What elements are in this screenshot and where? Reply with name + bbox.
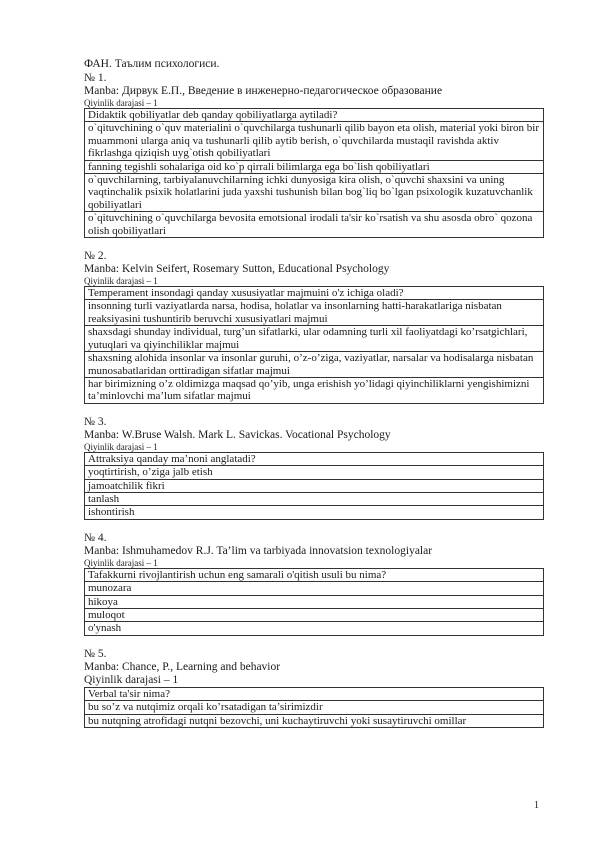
- question-table: [84, 108, 544, 238]
- answer-row: [85, 701, 544, 714]
- question-table: [84, 687, 544, 728]
- answer-text: jamoatchilik fikri: [85, 479, 544, 492]
- difficulty-level: Qiyinlik darajasi – 1: [84, 98, 158, 108]
- question-text: Tafakkurni rivojlantirish uchun eng samarali o'qitish usuli bu nima?: [85, 568, 544, 581]
- question-table: [84, 286, 544, 404]
- question-block-3: [84, 416, 544, 520]
- answer-row: [85, 714, 544, 727]
- difficulty-level: Qiyinlik darajasi – 1: [84, 441, 158, 452]
- answer-text: munozara: [85, 582, 544, 595]
- answer-row: [85, 352, 544, 378]
- answer-text: o`qituvchining o`quv materialini o`quvchilarga tushunarli qilib bayon eta olish, material yoki biron bir muammoni ularga aniq va tushunarli qilib aytib berish, o`quvchilarda mustaqil ravishda aktiv fikrlashga qiziqish uyg`otish qobiliyatlari: [85, 122, 544, 160]
- answer-row: [85, 506, 544, 519]
- question-row: [85, 452, 544, 465]
- question-number: № 4.: [84, 531, 107, 544]
- document-page: [84, 58, 544, 740]
- question-block-1: [84, 72, 544, 238]
- difficulty-level: Qiyinlik darajasi – 1: [84, 673, 179, 686]
- question-number: № 2.: [84, 250, 107, 263]
- answer-row: [85, 160, 544, 173]
- answer-text: fanning tegishli sohalariga oid ko`p qirrali bilimlarga ega bo`lish qobiliyatlari: [85, 160, 544, 173]
- answer-text: hikoya: [85, 595, 544, 608]
- page-number: 1: [534, 800, 539, 811]
- answer-text: o`quvchilarning, tarbiyalanuvchilarning ichki dunyosiga kira olish, o`quvchi shaxsini va uning vaqtinchalik psixik holatlarini juda yaxshi tushunish bilan bog`liq bo`lgan psixologik kuzatuvchanlik qobiliyatlari: [85, 174, 544, 212]
- answer-row: [85, 174, 544, 212]
- question-source: Manba: Дирвук Е.П., Введение в инженерно-педагогическое образование: [84, 85, 443, 97]
- question-table: [84, 568, 544, 636]
- question-source: Manba: Kelvin Seifert, Rosemary Sutton, Educational Psychology: [84, 263, 390, 276]
- answer-text: shaxsning alohida insonlar va insonlar guruhi, o’z-o’ziga, vaziyatlar, narsalar va hodisalarga nisbatan munosabatlaridan orttiradigan sifatlar majmui: [85, 352, 544, 378]
- question-row: [85, 109, 544, 122]
- answer-text: ishontirish: [85, 506, 544, 519]
- question-text: Temperament insondagi qanday xususiyatlar majmuini o'z ichiga oladi?: [85, 287, 544, 300]
- answer-row: [85, 377, 544, 403]
- answer-text: o`qituvchining o`quvchilarga bevosita emotsional irodali ta'sir ko`rsatish va shu asosda obro` qozona olish qobiliyatlari: [85, 212, 544, 238]
- answer-text: shaxsdagi shunday individual, turg’un sifatlarki, ular odamning turli xil faoliyatdagi ko’rsatgichlari, yutuqlari va qiyinchiliklar majmui: [85, 326, 544, 352]
- question-block-2: [84, 250, 544, 404]
- question-row: [85, 287, 544, 300]
- answer-text: insonning turli vaziyatlarda narsa, hodisa, holatlar va insonlarning hatti-harakatlariga nisbatan reaksiyasini tushuntirib beruvchi xususiyatlari majmui: [85, 300, 544, 326]
- question-text: Attraksiya qanday ma’noni anglatadi?: [85, 452, 544, 465]
- question-source: Manba: Ishmuhamedov R.J. Ta’lim va tarbiyada innovatsion texnologiyalar: [84, 544, 433, 557]
- answer-row: [85, 582, 544, 595]
- question-row: [85, 568, 544, 581]
- answer-text: har birimizning o’z oldimizga maqsad qo’yib, unga erishish yo’lidagi qiyinchiliklarni yengishimizni ta’minlovchi ma’lum sifatlar majmui: [85, 377, 544, 403]
- answer-text: bu nutqning atrofidagi nutqni bezovchi, uni kuchaytiruvchi yoki susaytiruvchi omillar: [85, 714, 544, 727]
- question-number: № 1.: [84, 72, 107, 84]
- answer-row: [85, 479, 544, 492]
- answer-row: [85, 492, 544, 505]
- answer-row: [85, 122, 544, 160]
- difficulty-level: Qiyinlik darajasi – 1: [84, 557, 158, 568]
- subject-title: ФАН. Таълим психологиси.: [84, 58, 220, 70]
- answer-row: [85, 300, 544, 326]
- question-source: Manba: Chance, P., Learning and behavior: [84, 660, 281, 673]
- question-table: [84, 452, 544, 520]
- difficulty-level: Qiyinlik darajasi – 1: [84, 276, 158, 287]
- answer-text: bu so’z va nutqimiz orqali ko’rsatadigan ta’sirimizdir: [85, 701, 544, 714]
- answer-text: tanlash: [85, 492, 544, 505]
- answer-row: [85, 212, 544, 238]
- answer-text: yoqtirtirish, o’ziga jalb etish: [85, 466, 544, 479]
- answer-row: [85, 622, 544, 635]
- answer-row: [85, 608, 544, 621]
- question-number: № 5.: [84, 647, 107, 660]
- question-text: Verbal ta'sir nima?: [85, 687, 544, 700]
- question-text: Didaktik qobiliyatlar deb qanday qobiliyatlarga aytiladi?: [85, 109, 544, 122]
- question-row: [85, 687, 544, 700]
- answer-row: [85, 595, 544, 608]
- question-block-4: [84, 532, 544, 636]
- answer-row: [85, 466, 544, 479]
- question-source: Manba: W.Bruse Walsh. Mark L. Savickas. Vocational Psychology: [84, 428, 391, 441]
- question-block-5: [84, 648, 544, 728]
- answer-text: muloqot: [85, 608, 544, 621]
- question-number: № 3.: [84, 415, 107, 428]
- answer-text: o'ynash: [85, 622, 544, 635]
- answer-row: [85, 326, 544, 352]
